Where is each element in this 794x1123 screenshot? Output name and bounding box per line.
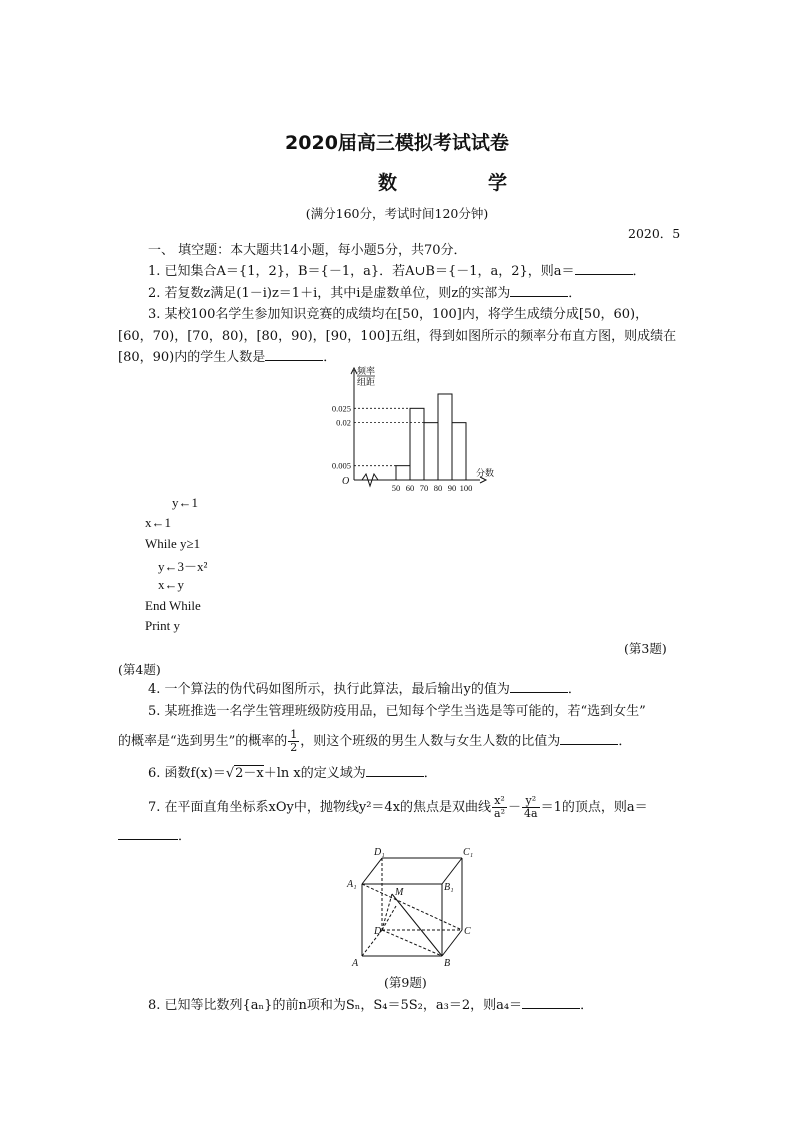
code-line-3: While y≥1 bbox=[145, 536, 201, 551]
q6-text-a: 6. 函数f(x)＝ bbox=[148, 766, 226, 781]
q7-answer-blank[interactable] bbox=[118, 827, 178, 840]
q8-end: ． bbox=[580, 998, 594, 1013]
q5-end: ． bbox=[618, 734, 632, 749]
x-tick-label: 50 bbox=[391, 483, 401, 493]
sqrt-sign: √ bbox=[225, 766, 235, 781]
edge-b1-c1 bbox=[442, 858, 462, 884]
label-d1: D₁ bbox=[374, 847, 385, 858]
q2-text: 2. 若复数z满足(1－i)z＝1＋i，其中i是虚数单位，则z的实部为 bbox=[148, 286, 511, 301]
q5-line-1: 5. 某班推选一名学生管理班级防疫用品，已知每个学生当选是等可能的，若“选到女生” bbox=[148, 704, 646, 719]
q8-answer-blank[interactable] bbox=[522, 996, 580, 1009]
q4-answer-blank[interactable] bbox=[510, 680, 568, 693]
question-1 bbox=[148, 261, 646, 282]
segment-m-d bbox=[382, 894, 392, 930]
label-a1: A₁ bbox=[347, 879, 357, 890]
exam-title: 2020届高三模拟考试试卷 bbox=[285, 132, 509, 154]
q1-answer-blank[interactable] bbox=[575, 262, 633, 275]
q1-text: 1. 已知集合A＝{1，2}，B＝{－1，a}．若A∪B＝{－1，a，2}，则a＝ bbox=[148, 264, 575, 279]
cube-figure bbox=[340, 842, 480, 974]
histogram-bar-90-100 bbox=[452, 423, 466, 480]
label-c1: C₁ bbox=[463, 847, 474, 858]
q4-text: 4. 一个算法的伪代码如图所示，执行此算法，最后输出y的值为 bbox=[148, 682, 510, 697]
q4-end: ． bbox=[567, 682, 581, 697]
q7-frac1-num: x² bbox=[492, 795, 507, 808]
q7-frac2-num: y² bbox=[522, 795, 540, 808]
code-line-2: x←1 bbox=[145, 515, 171, 530]
q5-frac-num: 1 bbox=[290, 728, 298, 741]
caption-q4: (第4题) bbox=[118, 662, 161, 677]
subject-title: 数 学 bbox=[378, 172, 544, 194]
q7-end: ． bbox=[178, 829, 192, 844]
x-tick-label: 70 bbox=[419, 483, 429, 493]
label-d: D bbox=[374, 926, 382, 937]
segment-m-b bbox=[392, 894, 442, 956]
q5-line-2 bbox=[118, 729, 631, 754]
histogram-bar-70-80 bbox=[424, 423, 438, 480]
question-7 bbox=[148, 795, 648, 820]
q1-end: ． bbox=[632, 264, 646, 279]
label-c: C bbox=[464, 926, 471, 937]
code-line-1: y←1 bbox=[172, 495, 198, 510]
y-axis-label-bottom: 组距 bbox=[357, 377, 376, 387]
q3-answer-blank[interactable] bbox=[265, 348, 323, 361]
label-m: M bbox=[395, 887, 404, 898]
x-axis-label: 分数 bbox=[476, 468, 495, 478]
question-8 bbox=[148, 995, 593, 1016]
histogram-bar-60-70 bbox=[410, 408, 424, 480]
q3-line-3 bbox=[118, 347, 336, 368]
q6-answer-blank[interactable] bbox=[366, 764, 424, 777]
label-a: A bbox=[352, 958, 359, 969]
q5-text-a: 的概率是“选到男生”的概率的 bbox=[118, 734, 288, 749]
q3-end: ． bbox=[323, 350, 337, 365]
x-tick-label: 100 bbox=[459, 483, 473, 493]
edge-a1-d1 bbox=[362, 858, 382, 884]
origin-label: O bbox=[342, 476, 350, 487]
q7-fraction-1 bbox=[492, 795, 507, 820]
y-tick-label: 0.02 bbox=[336, 417, 351, 428]
q2-answer-blank[interactable] bbox=[510, 284, 568, 297]
code-line-7: Print y bbox=[145, 618, 181, 633]
code-line-5: x←y bbox=[158, 577, 184, 592]
x-tick-label: 80 bbox=[433, 483, 443, 493]
q5-answer-blank[interactable] bbox=[560, 732, 618, 745]
code-line-6: End While bbox=[145, 598, 201, 613]
q7-text-b: ＝1的顶点，则a＝ bbox=[540, 800, 648, 815]
q7-text-a: 7. 在平面直角坐标系xOy中，抛物线y²＝4x的焦点是双曲线 bbox=[148, 800, 492, 815]
q7-frac1-den: a² bbox=[494, 807, 505, 820]
histogram-bar-80-90 bbox=[438, 394, 452, 480]
q6-text-b: ＋ln x的定义域为 bbox=[263, 766, 366, 781]
exam-date: 2020．5 bbox=[628, 226, 681, 241]
q3-line-1: 3. 某校100名学生参加知识竞赛的成绩均在[50，100]内，将学生成绩分成[50，60)， bbox=[148, 307, 649, 322]
q5-fraction bbox=[288, 729, 299, 754]
q6-end: ． bbox=[423, 766, 437, 781]
q3-text: [80，90)内的学生人数是 bbox=[118, 350, 266, 365]
question-2 bbox=[148, 283, 581, 304]
q5-frac-den: 2 bbox=[290, 741, 298, 754]
histogram-bar-50-60 bbox=[396, 466, 410, 480]
q7-minus: － bbox=[508, 800, 522, 815]
diagonal-d-b bbox=[382, 930, 442, 956]
edge-b-c bbox=[442, 930, 462, 956]
x-tick-label: 60 bbox=[405, 483, 415, 493]
q7-fraction-2 bbox=[522, 795, 540, 820]
histogram-chart bbox=[310, 364, 510, 496]
label-b1: B₁ bbox=[444, 882, 454, 893]
section-heading: 一、 填空题：本大题共14小题，每小题5分，共70分． bbox=[148, 243, 467, 258]
q6-sqrt-content: 2－x bbox=[235, 766, 264, 781]
q7-line-2 bbox=[118, 826, 191, 847]
q2-end: ． bbox=[568, 286, 582, 301]
q5-text-b: ，则这个班级的男生人数与女生人数的比值为 bbox=[300, 734, 561, 749]
y-axis-label-top: 频率 bbox=[357, 366, 376, 376]
label-b: B bbox=[444, 958, 451, 969]
y-tick-label: 0.025 bbox=[331, 403, 351, 414]
caption-q9: (第9题) bbox=[384, 975, 427, 990]
exam-note: (满分160分，考试时间120分钟) bbox=[305, 206, 489, 221]
q8-text: 8. 已知等比数列{aₙ}的前n项和为Sₙ，S₄＝5S₂，a₃＝2，则a₄＝ bbox=[148, 998, 523, 1013]
x-tick-label: 90 bbox=[447, 483, 457, 493]
question-6 bbox=[148, 763, 437, 784]
q7-frac2-den: 4a bbox=[524, 807, 538, 820]
code-line-4: y←3－x² bbox=[158, 559, 208, 574]
y-tick-label: 0.005 bbox=[331, 460, 351, 471]
question-4 bbox=[148, 679, 581, 700]
caption-q3: (第3题) bbox=[624, 641, 667, 656]
q3-line-2: [60，70)，[70，80)，[80，90)，[90，100]五组，得到如图所示的频率分布直方图，则成绩在 bbox=[118, 329, 677, 344]
segment-d-m bbox=[382, 906, 396, 930]
